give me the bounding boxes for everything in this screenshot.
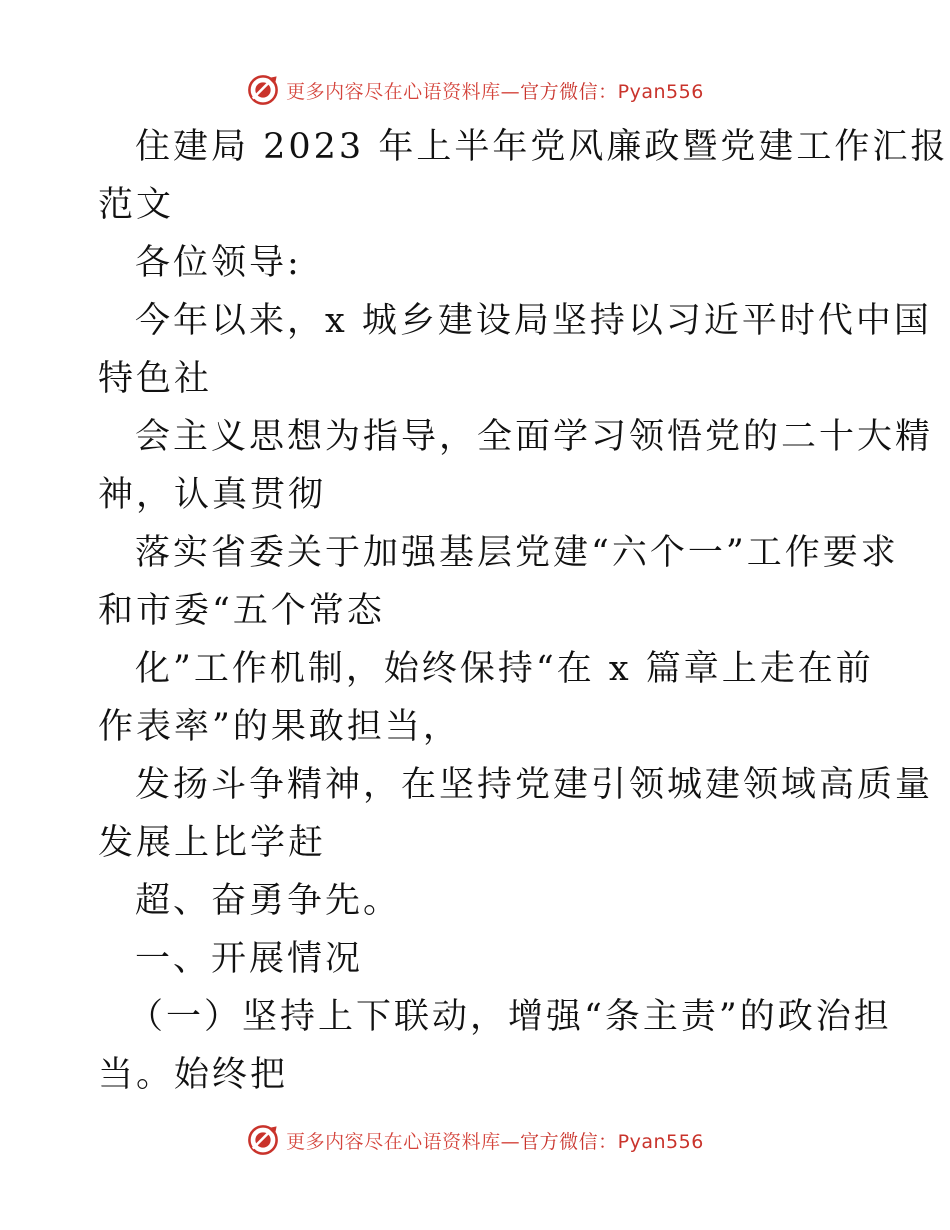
document-title-line-2: 范文 [98,185,175,225]
paragraph-line: 神，认真贯彻 [98,475,327,515]
paragraph-line: 和市委“五个常态 [98,591,385,631]
paragraph-line: 作表率”的果敢担当， [98,707,461,747]
subsection-heading-line-1: （一）坚持上下联动，增强“条主责”的政治担 [128,997,892,1037]
watermark-site-text: 更多内容尽在心语资料库 [286,1130,501,1153]
salutation: 各位领导: [135,243,302,283]
paragraph-line: 会主义思想为指导，全面学习领悟党的二十大精 [135,417,934,457]
watermark-separator: — [500,80,521,103]
paragraph-line: 今年以来，x 城乡建设局坚持以习近平时代中国 [135,301,932,341]
paragraph-line: 超、奋勇争先。 [135,881,402,921]
document-title-line-1: 住建局 2023 年上半年党风廉政暨党建工作汇报 [135,127,949,167]
paragraph-line: 发展上比学赶 [98,823,327,863]
watermark-text [286,77,704,104]
paragraph-line: 特色社 [98,359,213,399]
seal-logo-icon [246,73,280,107]
watermark-separator: — [500,1130,521,1153]
paragraph-line: 发扬斗争精神，在坚持党建引领城建领域高质量 [135,765,934,805]
header-watermark [0,70,950,110]
watermark-text [286,1127,704,1154]
watermark-contact-text: 官方微信：Pyan556 [520,1130,704,1153]
footer-watermark [0,1120,950,1160]
section-heading: 一、开展情况 [135,939,364,979]
paragraph-line: 落实省委关于加强基层党建“六个一”工作要求 [135,533,899,573]
paragraph-line: 化”工作机制，始终保持“在 x 篇章上走在前 [135,649,874,689]
subsection-heading-line-2: 当。始终把 [98,1055,289,1095]
watermark-contact-text: 官方微信：Pyan556 [520,80,704,103]
watermark-site-text: 更多内容尽在心语资料库 [286,80,501,103]
seal-logo-icon [246,1123,280,1157]
